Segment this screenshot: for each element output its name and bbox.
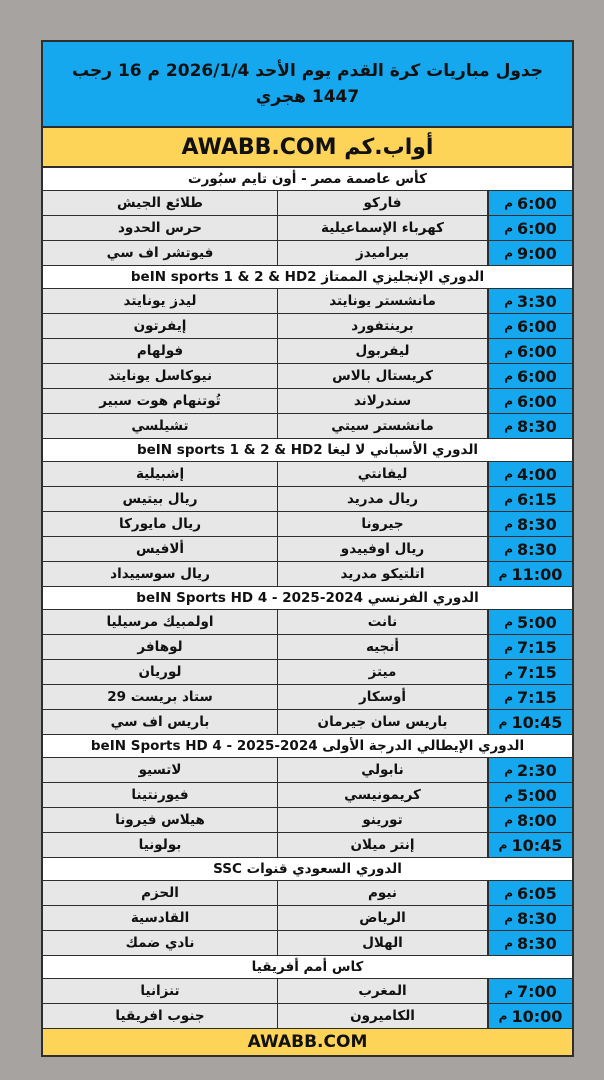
time-suffix: م xyxy=(504,984,513,998)
time-suffix: م xyxy=(504,344,513,358)
away-team: بولونيا xyxy=(43,833,277,857)
match-time-value: 5:00 xyxy=(517,612,557,632)
match-time-value: 8:30 xyxy=(517,933,557,953)
match-time xyxy=(487,685,572,709)
away-team: لوهافر xyxy=(43,635,277,659)
home-team: الرياض xyxy=(277,906,487,930)
time-suffix: م xyxy=(504,517,513,531)
home-team: تورينو xyxy=(277,808,487,832)
away-team: ألافيس xyxy=(43,537,277,561)
match-time xyxy=(487,881,572,905)
away-team: باريس اف سي xyxy=(43,710,277,734)
away-team: تنزانيا xyxy=(43,979,277,1003)
match-time-value: 3:30 xyxy=(517,291,557,311)
away-team: لوريان xyxy=(43,660,277,684)
match-row xyxy=(43,610,572,635)
home-team: أنجيه xyxy=(277,635,487,659)
away-team: تُوتنهام هوت سبير xyxy=(43,389,277,413)
away-team: فيوتشر اف سي xyxy=(43,241,277,265)
match-time-value: 7:00 xyxy=(517,981,557,1001)
match-row xyxy=(43,389,572,414)
match-time xyxy=(487,241,572,265)
match-row xyxy=(43,364,572,389)
match-row xyxy=(43,339,572,364)
match-row xyxy=(43,979,572,1004)
match-time-value: 8:30 xyxy=(517,514,557,534)
time-suffix: م xyxy=(504,492,513,506)
leagues-container xyxy=(43,168,572,1029)
match-time-value: 8:30 xyxy=(517,908,557,928)
away-team: الحزم xyxy=(43,881,277,905)
match-time xyxy=(487,289,572,313)
match-time-value: 10:00 xyxy=(511,1006,563,1026)
league-title: الدوري السعودي قنوات SSC xyxy=(43,858,572,881)
away-team: جنوب افريقيا xyxy=(43,1004,277,1028)
time-suffix: م xyxy=(504,542,513,556)
match-time xyxy=(487,833,572,857)
league-title: الدوري الأسباني لا ليغا beIN sports 1 & 2 & HD2 xyxy=(43,439,572,462)
match-time xyxy=(487,808,572,832)
match-time-value: 10:45 xyxy=(511,835,563,855)
time-suffix: م xyxy=(498,715,508,729)
time-suffix: م xyxy=(504,467,513,481)
home-team: سندرلاند xyxy=(277,389,487,413)
time-suffix: م xyxy=(504,665,513,679)
time-suffix: م xyxy=(504,763,513,777)
home-team: اتلتيكو مدريد xyxy=(277,562,487,586)
match-time-value: 6:00 xyxy=(517,341,557,361)
match-time-value: 6:00 xyxy=(517,218,557,238)
match-time-value: 8:00 xyxy=(517,810,557,830)
match-time xyxy=(487,610,572,634)
away-team: فيورنتينا xyxy=(43,783,277,807)
match-time xyxy=(487,191,572,215)
match-time xyxy=(487,216,572,240)
match-time-value: 6:00 xyxy=(517,391,557,411)
match-time-value: 8:30 xyxy=(517,416,557,436)
time-suffix: م xyxy=(504,419,513,433)
away-team: لاتسيو xyxy=(43,758,277,782)
match-time-value: 7:15 xyxy=(517,687,557,707)
time-suffix: م xyxy=(504,221,513,235)
match-time-value: 6:00 xyxy=(517,366,557,386)
away-team: ريال بيتيس xyxy=(43,487,277,511)
match-row xyxy=(43,487,572,512)
away-team: إشبيلية xyxy=(43,462,277,486)
match-row xyxy=(43,241,572,266)
time-suffix: م xyxy=(504,319,513,333)
match-row xyxy=(43,289,572,314)
match-time xyxy=(487,487,572,511)
match-row xyxy=(43,462,572,487)
away-team: نادي ضمك xyxy=(43,931,277,955)
home-team: نيوم xyxy=(277,881,487,905)
away-team: إيفرتون xyxy=(43,314,277,338)
schedule-sheet xyxy=(41,40,574,1057)
home-team: الهلال xyxy=(277,931,487,955)
match-row xyxy=(43,808,572,833)
home-team: ريال اوفييدو xyxy=(277,537,487,561)
match-time xyxy=(487,1004,572,1028)
time-suffix: م xyxy=(504,788,513,802)
match-row xyxy=(43,562,572,587)
match-time-value: 8:30 xyxy=(517,539,557,559)
home-team: ميتز xyxy=(277,660,487,684)
home-team: كهرباء الإسماعيلية xyxy=(277,216,487,240)
league-title: كاس أمم أفريقيا xyxy=(43,956,572,979)
match-row xyxy=(43,191,572,216)
match-row xyxy=(43,833,572,858)
match-time-value: 6:15 xyxy=(517,489,557,509)
match-time-value: 6:05 xyxy=(517,883,557,903)
away-team: ليدز يونايتد xyxy=(43,289,277,313)
league-title: الدوري الإيطالي الدرجة الأولى 2024-2025 - beIN Sports HD 4 xyxy=(43,735,572,758)
home-team: نانت xyxy=(277,610,487,634)
time-suffix: م xyxy=(504,886,513,900)
match-time xyxy=(487,710,572,734)
match-time-value: 9:00 xyxy=(517,243,557,263)
time-suffix: م xyxy=(498,838,508,852)
match-time-value: 10:45 xyxy=(511,712,563,732)
match-time-value: 7:15 xyxy=(517,637,557,657)
home-team: ليفانتي xyxy=(277,462,487,486)
match-time-value: 5:00 xyxy=(517,785,557,805)
match-time xyxy=(487,562,572,586)
match-time xyxy=(487,906,572,930)
away-team: ستاد بريست 29 xyxy=(43,685,277,709)
match-time xyxy=(487,364,572,388)
match-time xyxy=(487,339,572,363)
match-time xyxy=(487,314,572,338)
match-time-value: 7:15 xyxy=(517,662,557,682)
league-title: الدوري الفرنسي 2024-2025 - beIN Sports HD 4 xyxy=(43,587,572,610)
home-team: بيراميدز xyxy=(277,241,487,265)
match-row xyxy=(43,931,572,956)
match-time-value: 4:00 xyxy=(517,464,557,484)
home-team: كريستال بالاس xyxy=(277,364,487,388)
away-team: طلائع الجيش xyxy=(43,191,277,215)
away-team: حرس الحدود xyxy=(43,216,277,240)
time-suffix: م xyxy=(498,567,508,581)
match-time xyxy=(487,635,572,659)
time-suffix: م xyxy=(504,936,513,950)
home-team: كريمونيسي xyxy=(277,783,487,807)
home-team: فاركو xyxy=(277,191,487,215)
league-title: كأس عاصمة مصر - أون تايم سبُورت xyxy=(43,168,572,191)
footer-brand: AWABB.COM xyxy=(43,1029,572,1055)
match-row xyxy=(43,512,572,537)
home-team: جيرونا xyxy=(277,512,487,536)
match-time xyxy=(487,979,572,1003)
time-suffix: م xyxy=(504,615,513,629)
away-team: القادسية xyxy=(43,906,277,930)
brand-banner: أواب.كم AWABB.COM xyxy=(43,128,572,168)
home-team: مانشستر يونايتد xyxy=(277,289,487,313)
match-row xyxy=(43,537,572,562)
home-team: برينتفورد xyxy=(277,314,487,338)
match-time-value: 6:00 xyxy=(517,316,557,336)
match-time xyxy=(487,931,572,955)
time-suffix: م xyxy=(504,690,513,704)
match-row xyxy=(43,216,572,241)
away-team: فولهام xyxy=(43,339,277,363)
match-time xyxy=(487,758,572,782)
match-time-value: 11:00 xyxy=(511,564,563,584)
away-team: هيلاس فيرونا xyxy=(43,808,277,832)
away-team: تشيلسي xyxy=(43,414,277,438)
home-team: إنتر ميلان xyxy=(277,833,487,857)
time-suffix: م xyxy=(504,369,513,383)
time-suffix: م xyxy=(504,813,513,827)
match-time-value: 6:00 xyxy=(517,193,557,213)
match-time xyxy=(487,512,572,536)
home-team: ليفربول xyxy=(277,339,487,363)
match-row xyxy=(43,1004,572,1029)
home-team: نابولي xyxy=(277,758,487,782)
league-title: الدوري الإنجليزي الممتاز beIN sports 1 & 2 & HD2 xyxy=(43,266,572,289)
away-team: اولمبيك مرسيليا xyxy=(43,610,277,634)
time-suffix: م xyxy=(504,394,513,408)
away-team: نيوكاسل يونايتد xyxy=(43,364,277,388)
away-team: ريال مايوركا xyxy=(43,512,277,536)
home-team: مانشستر سيتي xyxy=(277,414,487,438)
match-row xyxy=(43,635,572,660)
match-row xyxy=(43,685,572,710)
match-row xyxy=(43,758,572,783)
match-time xyxy=(487,389,572,413)
time-suffix: م xyxy=(504,196,513,210)
match-row xyxy=(43,783,572,808)
match-row xyxy=(43,906,572,931)
time-suffix: م xyxy=(504,246,513,260)
match-row xyxy=(43,710,572,735)
match-row xyxy=(43,314,572,339)
match-row xyxy=(43,660,572,685)
home-team: أوسكار xyxy=(277,685,487,709)
match-row xyxy=(43,881,572,906)
home-team: ريال مدريد xyxy=(277,487,487,511)
match-row xyxy=(43,414,572,439)
match-time xyxy=(487,660,572,684)
match-time xyxy=(487,537,572,561)
match-time-value: 2:30 xyxy=(517,760,557,780)
home-team: المغرب xyxy=(277,979,487,1003)
home-team: الكاميرون xyxy=(277,1004,487,1028)
time-suffix: م xyxy=(504,640,513,654)
match-time xyxy=(487,462,572,486)
match-time xyxy=(487,414,572,438)
away-team: ريال سوسييداد xyxy=(43,562,277,586)
match-time xyxy=(487,783,572,807)
time-suffix: م xyxy=(504,294,513,308)
home-team: باريس سان جيرمان xyxy=(277,710,487,734)
time-suffix: م xyxy=(498,1009,508,1023)
time-suffix: م xyxy=(504,911,513,925)
page-title: جدول مباريات كرة القدم يوم الأحد 2026/1/4 م 16 رجب 1447 هجري xyxy=(43,42,572,128)
